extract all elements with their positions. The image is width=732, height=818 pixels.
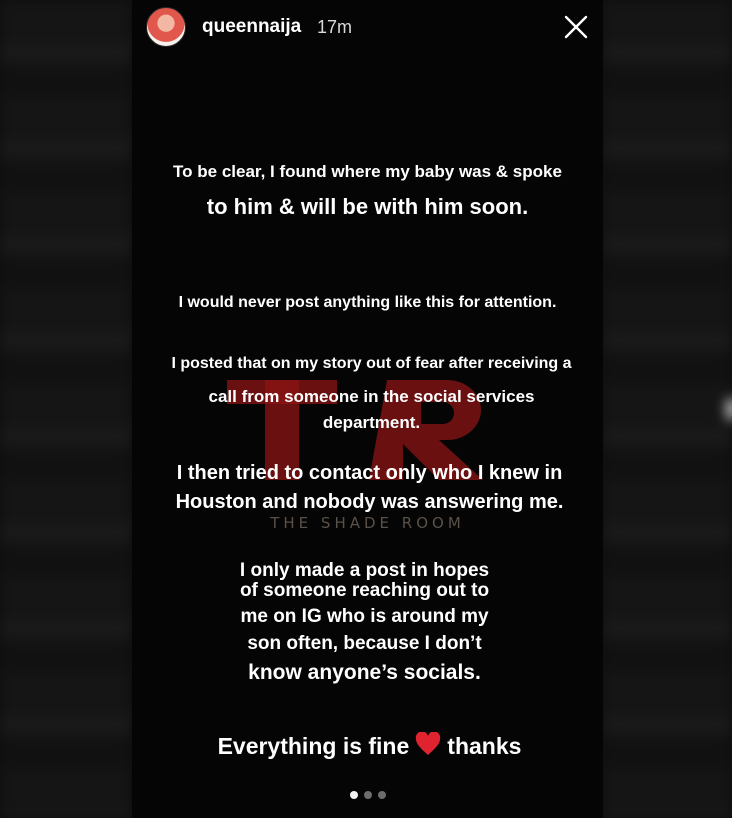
avatar[interactable] <box>146 7 186 47</box>
timestamp: 17m <box>317 17 353 37</box>
username[interactable]: queennaija <box>202 16 302 37</box>
story-text-line: I posted that on my story out of fear after receiving a <box>171 355 572 372</box>
story-text-line: of someone reaching out to <box>239 580 490 601</box>
story-viewer <box>132 0 603 818</box>
story-progress-dots <box>132 791 603 799</box>
side-scroll-handle[interactable] <box>726 398 732 420</box>
story-text-line: To be clear, I found where my baby was & spoke <box>173 162 562 181</box>
story-text-line: son often, because I don’t <box>247 633 482 654</box>
watermark-text: THE SHADE ROOM <box>270 514 465 532</box>
story-text-line: me on IG who is around my <box>240 606 489 627</box>
story-text-line: I only made a post in hopes <box>239 560 490 581</box>
story-header <box>132 0 603 56</box>
progress-dot[interactable] <box>364 791 372 799</box>
heart-icon <box>415 732 441 756</box>
blurred-backdrop-right <box>602 0 732 818</box>
close-icon[interactable] <box>563 14 589 40</box>
story-text-line: I would never post anything like this for attention. <box>178 294 557 311</box>
story-text-line: Houston and nobody was answering me. <box>175 491 564 513</box>
progress-dot[interactable] <box>350 791 358 799</box>
story-text-line: I then tried to contact only who I knew in <box>176 462 563 484</box>
story-text-line: department. <box>322 413 421 432</box>
story-text-line: know anyone’s socials. <box>248 661 481 684</box>
closing-text-after: thanks <box>447 733 522 759</box>
closing-text-before: Everything is fine <box>217 733 410 759</box>
progress-dot[interactable] <box>378 791 386 799</box>
blurred-backdrop-left <box>0 0 132 818</box>
story-text-line: to him & will be with him soon. <box>206 194 529 219</box>
story-text-line: call from someone in the social services <box>208 387 535 406</box>
closing-line <box>136 732 603 760</box>
